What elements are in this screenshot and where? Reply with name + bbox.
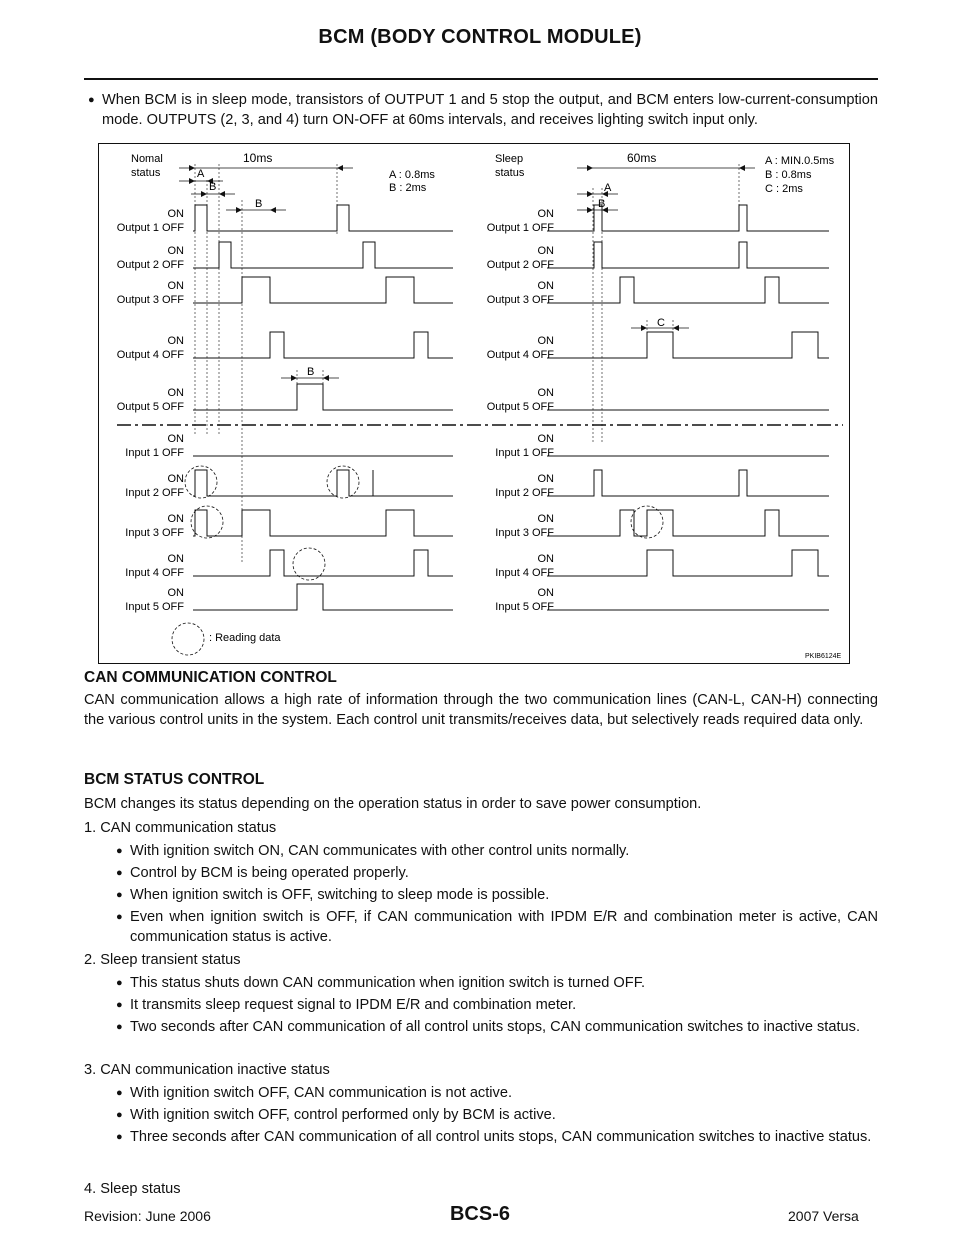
bullet-text: Two seconds after CAN communication of all control units stops, CAN communication switches to inactive status. (130, 1019, 860, 1035)
status-heading: BCM STATUS CONTROL (84, 771, 265, 788)
marker-b-right: B (598, 198, 606, 210)
left-input-1-off-label: Input 1 OFF (125, 447, 184, 459)
reading-data-circle-1 (185, 466, 217, 498)
left-period-label: 10ms (243, 151, 273, 165)
right-output-4-on-label: ON (537, 335, 554, 347)
bullet-text: Control by BCM is being operated properly. (130, 865, 409, 881)
left-legend-a: A : 0.8ms (389, 169, 435, 181)
left-input-4-off-label: Input 4 OFF (125, 567, 184, 579)
left-output-1-on-label: ON (167, 208, 184, 220)
bullet-text: When ignition switch is OFF, switching to sleep mode is possible. (130, 887, 550, 903)
left-input-3-wave (193, 510, 453, 536)
marker-b-left-3: B (307, 366, 315, 378)
right-output-2-off-label: Output 2 OFF (486, 259, 554, 271)
left-output-1-wave (193, 205, 453, 231)
bullet-dot-icon: ● (88, 94, 95, 106)
reading-data-circle-4 (293, 548, 325, 580)
bullet-dot-icon: ● (116, 1131, 123, 1143)
right-output-1-on-label: ON (537, 208, 554, 220)
left-output-3-wave (193, 277, 453, 303)
left-status-line2: status (131, 167, 161, 179)
right-input-2-off-label: Input 2 OFF (495, 487, 554, 499)
right-input-3-on-label: ON (537, 513, 554, 525)
right-c-dim-arrow-right (673, 325, 679, 331)
bullet-text: With ignition switch OFF, CAN communication is not active. (130, 1085, 512, 1101)
status-item-1-bullet-2 (116, 863, 878, 883)
marker-a-left: A (197, 168, 205, 180)
left-output-4-on-label: ON (167, 335, 184, 347)
reading-data-circle-6 (172, 623, 204, 655)
left-input-2-on-label: ON (167, 473, 184, 485)
left-period-dim-arrow-left (189, 165, 195, 171)
right-period-dim-arrow-right (739, 165, 745, 171)
bullet-dot-icon: ● (116, 999, 123, 1011)
reading-data-circle-2 (327, 466, 359, 498)
status-item-3-title: 3. CAN communication inactive status (84, 1062, 330, 1078)
left-output-2-off-label: Output 2 OFF (116, 259, 184, 271)
right-input-1-on-label: ON (537, 433, 554, 445)
right-input-4-on-label: ON (537, 553, 554, 565)
footer-revision: Revision: June 2006 (84, 1208, 211, 1224)
left-legend-b: B : 2ms (389, 182, 427, 194)
page-title: BCM (BODY CONTROL MODULE) (318, 26, 642, 48)
left-a-dim-arrow-left (189, 178, 195, 184)
marker-b-left-2: B (255, 198, 263, 210)
left-b-dim-2-arrow-right (270, 207, 276, 213)
left-input-5-off-label: Input 5 OFF (125, 601, 184, 613)
right-input-5-off-label: Input 5 OFF (495, 601, 554, 613)
bullet-text: This status shuts down CAN communication when ignition switch is turned OFF. (130, 975, 646, 991)
right-status-line2: status (495, 167, 525, 179)
bullet-dot-icon: ● (116, 889, 123, 901)
right-output-4-wave (547, 332, 829, 358)
right-output-3-off-label: Output 3 OFF (486, 294, 554, 306)
bullet-dot-icon: ● (116, 845, 123, 857)
bullet-text: It transmits sleep request signal to IPDM E/R and combination meter. (130, 997, 577, 1013)
status-item-1-bullet-1 (116, 841, 878, 861)
reading-data-legend: : Reading data (209, 632, 281, 644)
right-input-2-wave (547, 470, 829, 496)
right-output-3-on-label: ON (537, 280, 554, 292)
bullet-dot-icon: ● (116, 911, 123, 923)
right-input-1-off-label: Input 1 OFF (495, 447, 554, 459)
status-item-1-bullet-4 (116, 907, 878, 947)
left-output-1-off-label: Output 1 OFF (116, 222, 184, 234)
status-item-3-bullet-1 (116, 1083, 878, 1103)
left-input-4-wave (193, 550, 453, 576)
right-input-5-on-label: ON (537, 587, 554, 599)
bullet-dot-icon: ● (116, 1087, 123, 1099)
left-output-2-on-label: ON (167, 245, 184, 257)
left-input-5-wave (193, 584, 453, 610)
left-input-2-off-label: Input 2 OFF (125, 487, 184, 499)
can-heading: CAN COMMUNICATION CONTROL (84, 669, 337, 686)
footer-model: 2007 Versa (788, 1208, 859, 1224)
right-output-2-wave (547, 242, 829, 268)
left-b-dim-3-arrow-right (323, 375, 329, 381)
bullet-dot-icon: ● (116, 1109, 123, 1121)
right-output-4-off-label: Output 4 OFF (486, 349, 554, 361)
can-body: CAN communication allows a high rate of information through the two communication lines (CAN-L, CAN-H) connecting the various control units in the system. Each control unit transmits/receives data, but selectively reads required data only. (84, 692, 878, 728)
bullet-text: Three seconds after CAN communication of all control units stops, CAN communication switches to inactive status. (130, 1129, 872, 1145)
status-item-3-bullet-2 (116, 1105, 878, 1125)
right-input-4-off-label: Input 4 OFF (495, 567, 554, 579)
right-input-2-on-label: ON (537, 473, 554, 485)
status-intro: BCM changes its status depending on the operation status in order to save power consumption. (84, 796, 702, 812)
left-input-1-on-label: ON (167, 433, 184, 445)
right-output-5-on-label: ON (537, 387, 554, 399)
bullet-text: With ignition switch ON, CAN communicates with other control units normally. (130, 843, 630, 859)
right-period-dim-arrow-left (587, 165, 593, 171)
status-item-2-title: 2. Sleep transient status (84, 952, 241, 968)
right-input-3-wave (547, 510, 829, 536)
left-input-5-on-label: ON (167, 587, 184, 599)
status-item-4-title: 4. Sleep status (84, 1181, 181, 1197)
left-input-2-wave (193, 470, 453, 496)
marker-c-right: C (657, 317, 665, 329)
left-b-dim-3-arrow-left (291, 375, 297, 381)
intro-bullet-text: When BCM is in sleep mode, transistors of OUTPUT 1 and 5 stop the output, and BCM enters low-current-consumption mode. OUTPUTS (2, 3, and 4) turn ON-OFF at 60ms intervals, and receives lighting switch input only. (102, 92, 878, 128)
left-output-5-off-label: Output 5 OFF (116, 401, 184, 413)
left-b-dim-1-arrow-right (219, 191, 225, 197)
bullet-text: Even when ignition switch is OFF, if CAN communication with IPDM E/R and combination meter is active, CAN communication status is active. (130, 909, 878, 945)
marker-a-right: A (604, 182, 612, 194)
right-c-dim-arrow-left (641, 325, 647, 331)
bullet-text: With ignition switch OFF, control performed only by BCM is active. (130, 1107, 556, 1123)
left-output-3-off-label: Output 3 OFF (116, 294, 184, 306)
left-b-dim-2-arrow-left (236, 207, 242, 213)
right-a-dim-arrow-left (587, 191, 593, 197)
figure-id: PKIB6124E (805, 653, 842, 660)
left-output-5-on-label: ON (167, 387, 184, 399)
status-item-2-bullet-2 (116, 995, 878, 1015)
status-item-2-bullet-1 (116, 973, 878, 993)
left-input-3-on-label: ON (167, 513, 184, 525)
bullet-dot-icon: ● (116, 977, 123, 989)
status-item-2-bullet-3 (116, 1017, 878, 1037)
status-item-3-bullet-3 (116, 1127, 878, 1147)
status-item-1-bullet-3 (116, 885, 878, 905)
bullet-dot-icon: ● (116, 1021, 123, 1033)
timing-chart (99, 144, 851, 665)
right-output-5-off-label: Output 5 OFF (486, 401, 554, 413)
right-input-4-wave (547, 550, 829, 576)
right-b-dim-arrow-left (587, 207, 593, 213)
right-period-label: 60ms (627, 151, 657, 165)
left-status-line1: Nomal (131, 153, 163, 165)
marker-b-left-1: B (209, 181, 217, 193)
left-b-dim-1-arrow-left (201, 191, 207, 197)
right-output-1-off-label: Output 1 OFF (486, 222, 554, 234)
left-output-4-wave (193, 332, 453, 358)
bullet-dot-icon: ● (116, 867, 123, 879)
right-output-2-on-label: ON (537, 245, 554, 257)
footer-page-number: BCS-6 (449, 1203, 510, 1225)
header-divider (84, 78, 878, 80)
right-input-3-off-label: Input 3 OFF (495, 527, 554, 539)
timing-chart-figure (98, 143, 850, 664)
left-output-3-on-label: ON (167, 280, 184, 292)
left-input-4-on-label: ON (167, 553, 184, 565)
right-legend-c: C : 2ms (765, 183, 803, 195)
left-period-dim-arrow-right (337, 165, 343, 171)
status-item-1-title: 1. CAN communication status (84, 820, 277, 836)
left-output-2-wave (193, 242, 453, 268)
intro-bullet (88, 90, 878, 130)
right-legend-a: A : MIN.0.5ms (765, 155, 835, 167)
left-input-3-off-label: Input 3 OFF (125, 527, 184, 539)
left-output-4-off-label: Output 4 OFF (116, 349, 184, 361)
right-status-line1: Sleep (495, 153, 524, 165)
right-output-3-wave (547, 277, 829, 303)
right-legend-b: B : 0.8ms (765, 169, 812, 181)
